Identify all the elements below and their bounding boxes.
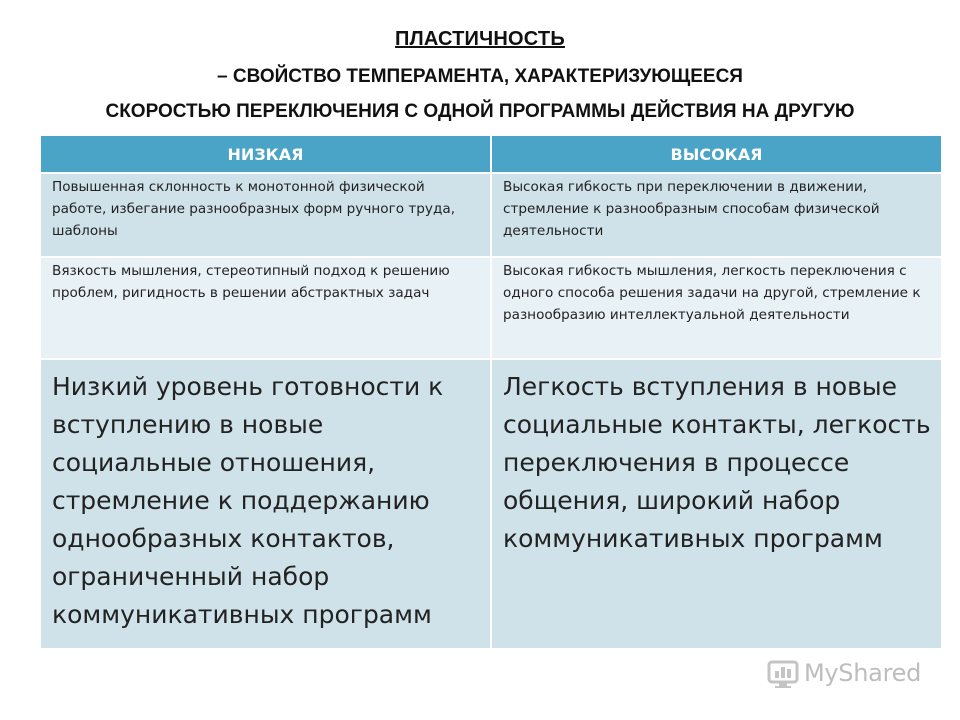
comparison-table xyxy=(41,136,941,650)
header-low: НИЗКАЯ xyxy=(41,136,491,173)
cell-high-social: Легкость вступления в новые социальные контакты, легкость переключения в процессе общения, широкий набор коммуникативных программ xyxy=(491,359,941,649)
slide-title: ПЛАСТИЧНОСТЬ xyxy=(395,28,565,50)
cell-low-thinking: Вязкость мышления, стереотипный подход к решению проблем, ригидность в решении абстрактных задач xyxy=(41,257,491,359)
cell-high-physical: Высокая гибкость при переключении в движении, стремление к разнообразным способам физической деятельности xyxy=(491,173,941,257)
header-high: ВЫСОКАЯ xyxy=(491,136,941,173)
table-row xyxy=(41,257,941,359)
table-header-row xyxy=(41,136,941,173)
cell-low-social: Низкий уровень готовности к вступлению в новые социальные отношения, стремление к поддержанию однообразных контактов, ограниченный набор коммуникативных программ xyxy=(41,359,491,649)
myshared-logo-icon xyxy=(766,656,800,690)
subtitle-line-2: СКОРОСТЬЮ ПЕРЕКЛЮЧЕНИЯ С ОДНОЙ ПРОГРАММЫ ДЕЙСТВИЯ НА ДРУГУЮ xyxy=(105,101,855,122)
cell-high-thinking: Высокая гибкость мышления, легкость переключения с одного способа решения задачи на другой, стремление к разнообразию интеллектуальной деятельности xyxy=(491,257,941,359)
table-row xyxy=(41,359,941,649)
subtitle-line-1: – СВОЙСТВО ТЕМПЕРАМЕНТА, ХАРАКТЕРИЗУЮЩЕЕСЯ xyxy=(217,66,743,87)
watermark-text: MyShared xyxy=(804,659,922,687)
table-row xyxy=(41,173,941,257)
cell-low-physical: Повышенная склонность к монотонной физической работе, избегание разнообразных форм ручного труда, шаблоны xyxy=(41,173,491,257)
myshared-watermark[interactable] xyxy=(766,655,921,691)
